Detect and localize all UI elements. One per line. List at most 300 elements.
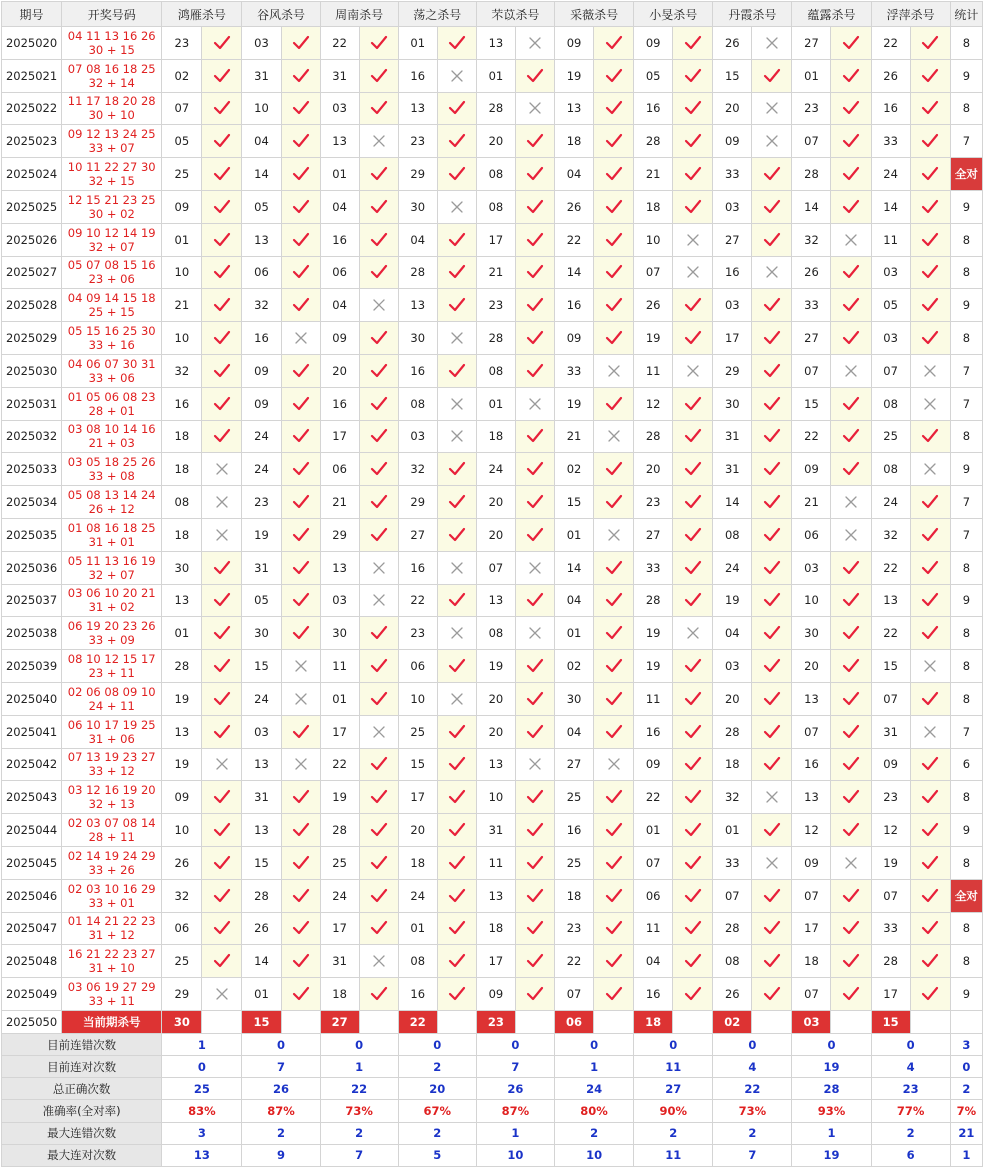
table-row [2,551,983,584]
summary-value: 7 [476,1056,554,1078]
summary-value: 26 [242,1078,320,1100]
correct-mark-cell [359,190,398,223]
kill-number-cell: 01 [476,59,515,92]
table-row [2,846,983,879]
summary-value: 3 [950,1033,982,1055]
cross-icon [213,986,231,1002]
kill-number-cell: 10 [634,223,673,256]
correct-mark-cell [910,158,950,191]
correct-mark-cell [594,650,634,683]
check-icon [292,100,310,116]
kill-number-cell: 09 [792,846,831,879]
kill-number-cell: 31 [242,551,281,584]
check-icon [370,100,388,116]
draw-numbers-cell [62,387,162,420]
kill-number-cell: 07 [634,256,673,289]
kill-number-cell: 14 [713,486,752,519]
check-icon [292,855,310,871]
correct-mark-cell [673,59,713,92]
check-icon [684,888,702,904]
correct-mark-cell [673,190,713,223]
kill-number-cell: 06 [398,650,437,683]
wrong-mark-cell [752,256,792,289]
wrong-mark-cell [359,551,398,584]
cross-icon [921,658,939,674]
draw-extra-numbers: 26 + 12 [88,502,135,517]
correct-mark-cell [752,617,792,650]
draw-extra-numbers: 28 + 01 [88,403,135,418]
summary-value: 21 [950,1122,982,1144]
current-kill-number: 27 [320,1010,359,1033]
correct-mark-cell [202,781,242,814]
check-icon [763,527,781,543]
wrong-mark-cell [437,551,476,584]
check-icon [292,232,310,248]
correct-mark-cell [359,322,398,355]
check-icon [763,232,781,248]
cross-icon [763,264,781,280]
check-icon [370,756,388,772]
correct-mark-cell [910,879,950,912]
kill-number-cell: 16 [320,387,359,420]
kill-number-cell: 08 [162,486,202,519]
cross-icon [448,396,466,412]
cross-icon [763,789,781,805]
summary-row [2,1033,983,1055]
check-icon [921,68,939,84]
check-icon [526,297,544,313]
check-icon [605,297,623,313]
cross-icon [448,691,466,707]
correct-mark-cell [359,27,398,60]
check-icon [684,166,702,182]
summary-value: 7 [320,1144,398,1166]
kill-number-cell: 26 [713,978,752,1011]
current-kill-spacer [673,1010,713,1033]
check-icon [526,166,544,182]
kill-number-cell: 15 [713,59,752,92]
cross-icon [921,724,939,740]
correct-mark-cell [831,158,871,191]
draw-extra-numbers: 33 + 12 [88,764,135,779]
check-icon [763,166,781,182]
kill-number-cell: 06 [162,912,202,945]
correct-mark-cell [673,322,713,355]
correct-mark-cell [202,59,242,92]
check-icon [763,953,781,969]
check-icon [763,494,781,510]
check-icon [213,625,231,641]
issue-cell: 2025048 [2,945,62,978]
wrong-mark-cell [202,748,242,781]
correct-mark-cell [359,781,398,814]
stat-cell: 9 [950,814,982,847]
correct-mark-cell [594,223,634,256]
wrong-mark-cell [594,518,634,551]
correct-mark-cell [831,387,871,420]
kill-number-cell: 32 [242,289,281,322]
kill-number-cell: 08 [476,354,515,387]
kill-number-cell: 26 [242,912,281,945]
kill-number-cell: 13 [476,27,515,60]
stat-cell: 8 [950,256,982,289]
kill-number-cell: 28 [871,945,910,978]
draw-extra-numbers: 24 + 11 [88,698,135,713]
kill-number-cell: 15 [398,748,437,781]
kill-number-cell: 17 [320,420,359,453]
check-icon [605,133,623,149]
draw-extra-numbers: 31 + 10 [88,961,135,976]
current-kill-spacer [752,1010,792,1033]
cross-icon [292,691,310,707]
kill-number-cell: 09 [320,322,359,355]
wrong-mark-cell [831,223,871,256]
check-icon [448,822,466,838]
summary-row [2,1122,983,1144]
kill-number-cell: 22 [320,748,359,781]
kill-number-cell: 16 [398,59,437,92]
summary-value: 93% [792,1100,871,1122]
kill-number-cell: 19 [634,650,673,683]
kill-number-cell: 27 [555,748,594,781]
draw-main-numbers: 01 05 06 08 23 [67,389,156,404]
kill-number-cell: 33 [871,912,910,945]
correct-mark-cell [515,584,554,617]
check-icon [213,264,231,280]
correct-mark-cell [359,518,398,551]
check-icon [684,100,702,116]
kill-number-cell: 19 [713,584,752,617]
summary-row [2,1100,983,1122]
draw-main-numbers: 02 03 07 08 14 [67,816,156,831]
kill-number-cell: 03 [713,289,752,322]
correct-mark-cell [359,748,398,781]
check-icon [213,724,231,740]
summary-value: 25 [162,1078,242,1100]
check-icon [921,691,939,707]
stat-cell: 9 [950,584,982,617]
check-icon [526,986,544,1002]
kill-number-cell: 22 [792,420,831,453]
draw-numbers-cell [62,92,162,125]
table-row [2,27,983,60]
correct-mark-cell [515,322,554,355]
correct-mark-cell [359,978,398,1011]
issue-cell: 2025028 [2,289,62,322]
check-icon [526,232,544,248]
check-icon [921,133,939,149]
draw-main-numbers: 09 12 13 24 25 [67,127,156,142]
check-icon [684,691,702,707]
correct-mark-cell [359,453,398,486]
draw-numbers-cell [62,223,162,256]
current-kill-number: 30 [162,1010,202,1033]
draw-main-numbers: 05 11 13 16 19 [67,553,156,568]
kill-number-cell: 25 [555,781,594,814]
stat-cell: 7 [950,715,982,748]
kill-number-cell: 02 [555,650,594,683]
correct-mark-cell [437,781,476,814]
summary-value: 80% [555,1100,634,1122]
summary-value: 2 [950,1078,982,1100]
correct-mark-cell [673,420,713,453]
correct-mark-cell [202,945,242,978]
correct-mark-cell [437,92,476,125]
table-row [2,256,983,289]
correct-mark-cell [673,748,713,781]
correct-mark-cell [281,387,320,420]
check-icon [842,822,860,838]
header-row [2,2,983,27]
check-icon [213,789,231,805]
draw-main-numbers: 05 15 16 25 30 [67,324,156,339]
stat-cell: 9 [950,453,982,486]
check-icon [213,953,231,969]
draw-extra-numbers: 32 + 07 [88,567,135,582]
check-icon [292,888,310,904]
correct-mark-cell [910,945,950,978]
kill-number-cell: 13 [242,814,281,847]
current-kill-spacer [515,1010,554,1033]
check-icon [370,822,388,838]
wrong-mark-cell [515,27,554,60]
kill-number-cell: 23 [871,781,910,814]
correct-mark-cell [437,256,476,289]
kill-number-cell: 24 [398,879,437,912]
kill-number-cell: 14 [792,190,831,223]
correct-mark-cell [752,518,792,551]
kill-number-cell: 32 [792,223,831,256]
draw-extra-numbers: 30 + 02 [88,206,135,221]
check-icon [605,625,623,641]
issue-cell: 2025025 [2,190,62,223]
check-icon [842,625,860,641]
check-icon [921,297,939,313]
check-icon [842,35,860,51]
table-row [2,158,983,191]
correct-mark-cell [281,190,320,223]
check-icon [526,724,544,740]
kill-number-cell: 03 [871,322,910,355]
correct-mark-cell [831,650,871,683]
header-expert-4: 荡之杀号 [398,2,476,27]
kill-number-cell: 13 [792,781,831,814]
kill-number-cell: 09 [634,748,673,781]
correct-mark-cell [281,486,320,519]
correct-mark-cell [437,945,476,978]
check-icon [842,461,860,477]
kill-number-cell: 01 [555,518,594,551]
correct-mark-cell [437,518,476,551]
draw-numbers-cell [62,354,162,387]
wrong-mark-cell [202,486,242,519]
kill-number-cell: 21 [792,486,831,519]
kill-number-cell: 22 [555,223,594,256]
wrong-mark-cell [359,715,398,748]
draw-main-numbers: 01 08 16 18 25 [67,520,156,535]
check-icon [921,625,939,641]
wrong-mark-cell [281,650,320,683]
summary-value: 0 [398,1033,476,1055]
wrong-mark-cell [594,420,634,453]
kill-number-cell: 04 [555,715,594,748]
current-kill-number: 06 [555,1010,594,1033]
correct-mark-cell [831,748,871,781]
stat-cell: 8 [950,322,982,355]
summary-value: 0 [555,1033,634,1055]
kill-number-cell: 08 [871,387,910,420]
correct-mark-cell [437,453,476,486]
kill-number-cell: 02 [555,453,594,486]
draw-numbers-cell [62,846,162,879]
check-icon [605,658,623,674]
correct-mark-cell [515,158,554,191]
kill-number-cell: 10 [162,256,202,289]
kill-number-cell: 19 [555,59,594,92]
table-row [2,879,983,912]
check-icon [921,527,939,543]
issue-cell: 2025032 [2,420,62,453]
summary-value: 22 [320,1078,398,1100]
kill-number-cell: 06 [320,256,359,289]
stat-cell: 6 [950,748,982,781]
correct-mark-cell [281,846,320,879]
wrong-mark-cell [831,486,871,519]
correct-mark-cell [673,650,713,683]
check-icon [370,396,388,412]
check-icon [921,953,939,969]
kill-number-cell: 16 [242,322,281,355]
correct-mark-cell [202,354,242,387]
check-icon [763,986,781,1002]
kill-number-cell: 07 [162,92,202,125]
check-icon [921,560,939,576]
cross-icon [448,428,466,444]
stat-cell: 8 [950,846,982,879]
check-icon [842,264,860,280]
kill-number-cell: 18 [162,518,202,551]
cross-icon [842,363,860,379]
check-icon [213,35,231,51]
wrong-mark-cell [910,354,950,387]
check-icon [605,264,623,280]
check-icon [763,297,781,313]
kill-number-cell: 08 [476,158,515,191]
kill-number-cell: 09 [555,322,594,355]
correct-mark-cell [515,420,554,453]
correct-mark-cell [673,682,713,715]
correct-mark-cell [437,289,476,322]
check-icon [370,888,388,904]
check-icon [842,986,860,1002]
cross-icon [292,330,310,346]
kill-number-cell: 26 [634,289,673,322]
current-kill-spacer [437,1010,476,1033]
correct-mark-cell [594,617,634,650]
kill-number-cell: 23 [555,912,594,945]
kill-number-cell: 28 [476,322,515,355]
check-icon [213,888,231,904]
draw-extra-numbers: 28 + 11 [88,830,135,845]
kill-number-cell: 09 [242,387,281,420]
summary-value: 0 [476,1033,554,1055]
correct-mark-cell [831,92,871,125]
check-icon [842,724,860,740]
cross-icon [448,199,466,215]
kill-number-cell: 17 [320,715,359,748]
check-icon [684,461,702,477]
correct-mark-cell [831,453,871,486]
wrong-mark-cell [910,453,950,486]
correct-mark-cell [515,682,554,715]
kill-number-cell: 31 [871,715,910,748]
check-icon [842,396,860,412]
kill-number-cell: 17 [871,978,910,1011]
issue-cell: 2025027 [2,256,62,289]
cross-icon [605,756,623,772]
draw-extra-numbers: 30 + 15 [88,42,135,57]
correct-mark-cell [202,92,242,125]
correct-mark-cell [359,846,398,879]
correct-mark-cell [752,748,792,781]
kill-number-cell: 03 [713,190,752,223]
check-icon [292,822,310,838]
issue-cell: 2025021 [2,59,62,92]
check-icon [292,625,310,641]
check-icon [370,986,388,1002]
kill-number-cell: 24 [713,551,752,584]
kill-number-cell: 17 [476,223,515,256]
kill-number-cell: 18 [555,879,594,912]
correct-mark-cell [752,879,792,912]
summary-value: 19 [792,1056,871,1078]
summary-value: 87% [242,1100,320,1122]
kill-number-cell: 31 [320,945,359,978]
kill-number-cell: 21 [320,486,359,519]
correct-mark-cell [359,92,398,125]
check-icon [526,264,544,280]
kill-number-cell: 18 [476,420,515,453]
check-icon [370,789,388,805]
check-icon [605,232,623,248]
kill-number-cell: 25 [555,846,594,879]
draw-extra-numbers: 33 + 07 [88,141,135,156]
check-icon [605,953,623,969]
header-issue: 期号 [2,2,62,27]
check-icon [370,264,388,280]
check-icon [292,428,310,444]
check-icon [605,199,623,215]
summary-value: 0 [242,1033,320,1055]
check-icon [842,953,860,969]
draw-extra-numbers: 30 + 10 [88,108,135,123]
kill-number-cell: 06 [242,256,281,289]
issue-cell: 2025022 [2,92,62,125]
kill-number-cell: 25 [398,715,437,748]
all-correct-badge: 全对 [950,158,982,191]
kill-number-cell: 16 [320,223,359,256]
kill-number-cell: 16 [398,354,437,387]
draw-main-numbers: 03 06 10 20 21 [67,586,156,601]
current-kill-number: 23 [476,1010,515,1033]
correct-mark-cell [359,814,398,847]
draw-numbers-cell [62,27,162,60]
check-icon [605,855,623,871]
draw-main-numbers: 03 12 16 19 20 [67,783,156,798]
draw-main-numbers: 10 11 22 27 30 [67,160,156,175]
header-expert-7: 小旻杀号 [634,2,713,27]
correct-mark-cell [202,912,242,945]
